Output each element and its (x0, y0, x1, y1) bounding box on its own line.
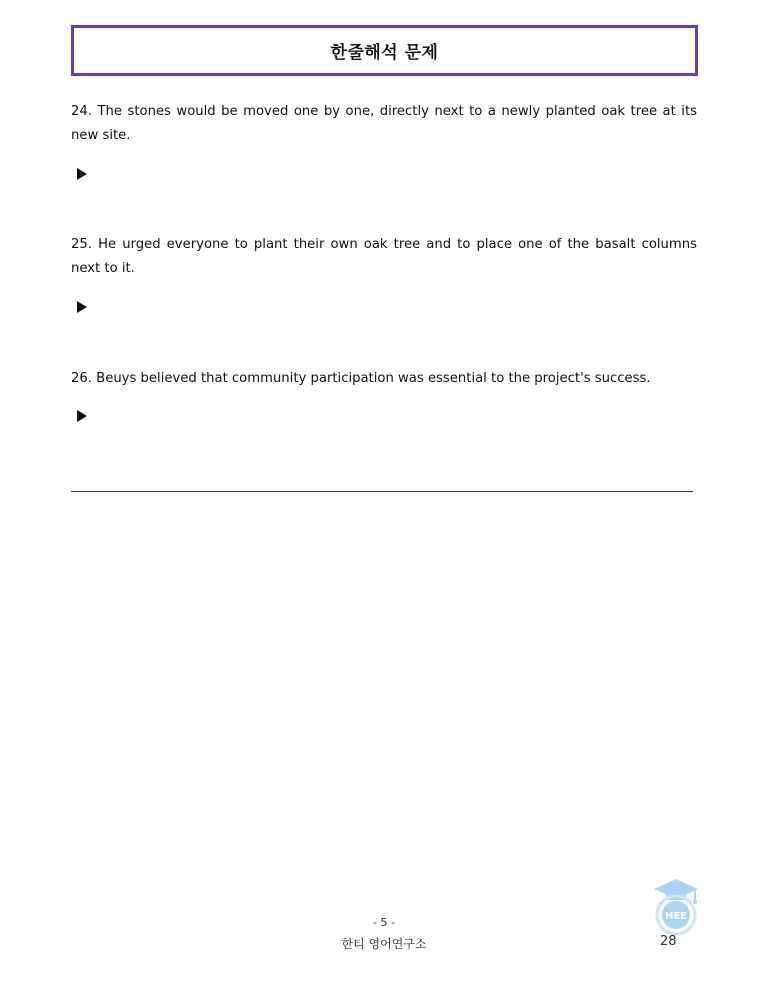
question-26: 26. Beuys believed that community participation was essential to the project's success. (71, 371, 651, 386)
title-box (71, 25, 698, 76)
footer-page-number: 28 (660, 934, 677, 949)
footer-organization: 한티 영어연구소 (341, 937, 427, 951)
answer-arrow-icon (77, 168, 87, 180)
page-marker: - 5 - (373, 916, 395, 929)
logo-text: HEE (664, 911, 688, 922)
answer-arrow-icon (77, 301, 87, 313)
answer-arrow-icon (77, 410, 87, 422)
question-25: 25. He urged everyone to plant their own oak tree and to place one of the basalt columns next to it. (71, 237, 697, 276)
page-title: 한줄해석 문제 (330, 43, 439, 63)
question-24: 24. The stones would be moved one by one, directly next to a newly planted oak tree at its new site. (71, 104, 697, 143)
section-divider (71, 491, 693, 492)
